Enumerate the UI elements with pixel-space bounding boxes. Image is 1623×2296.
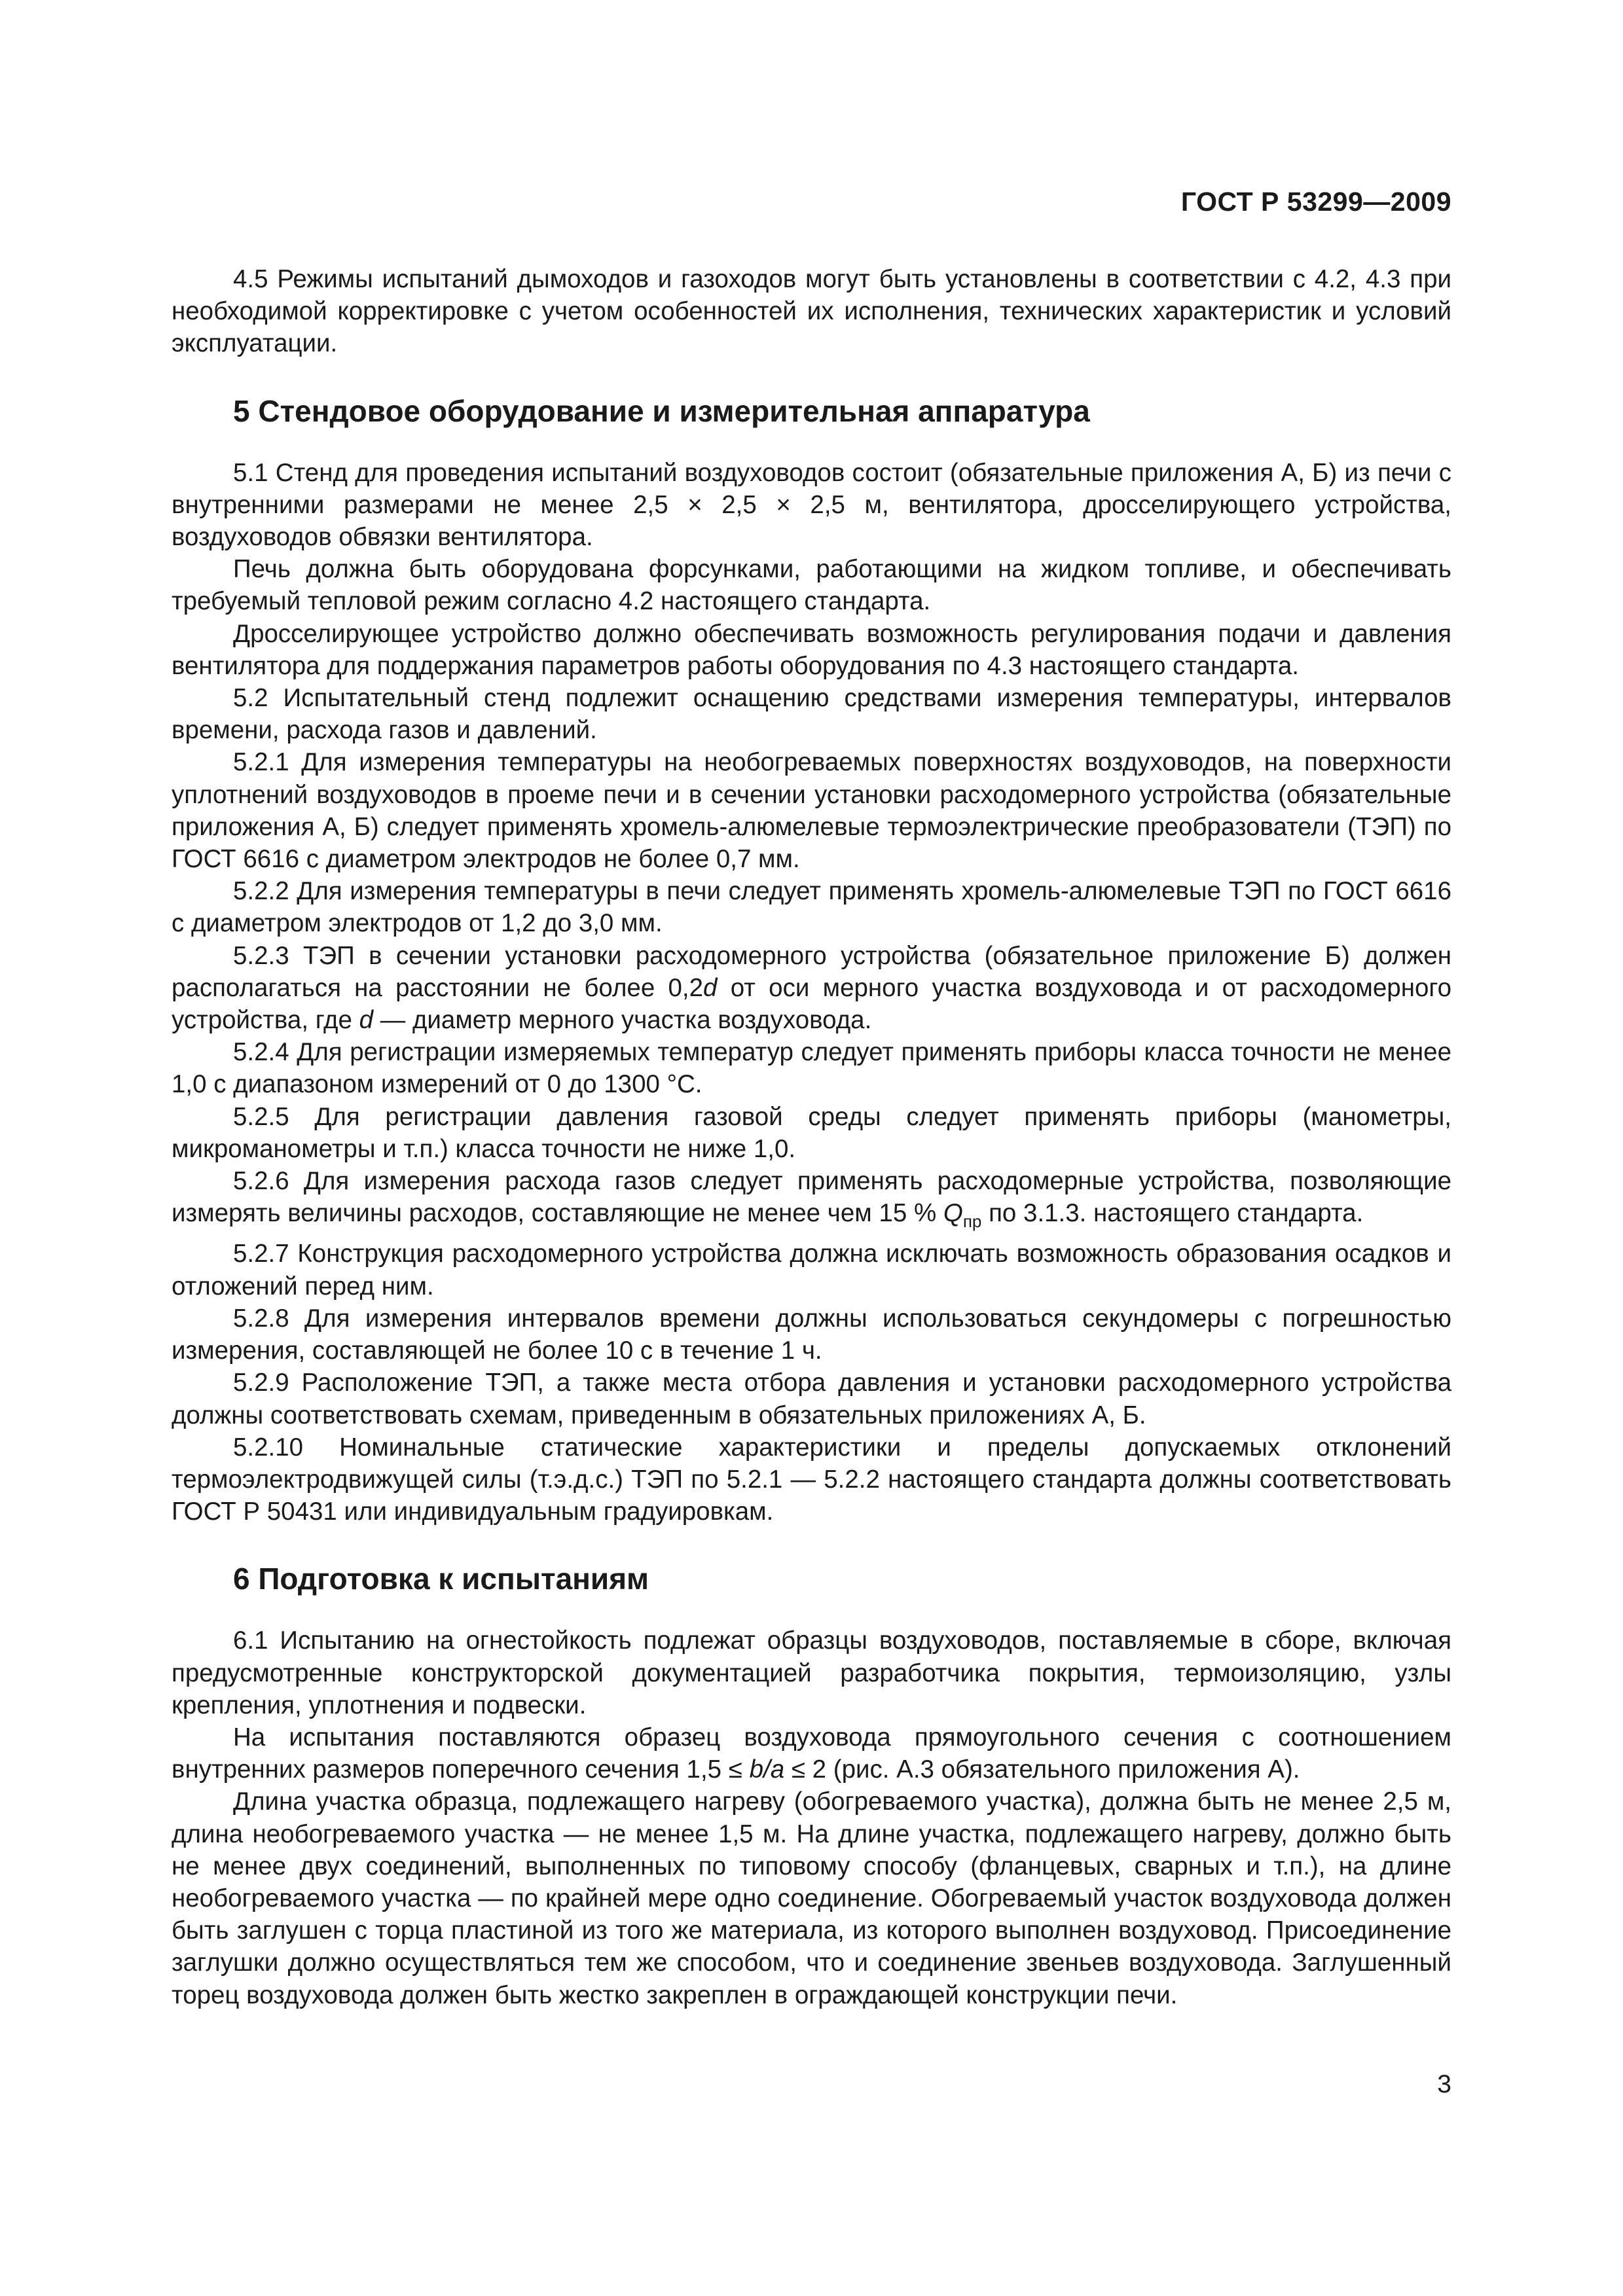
p526-var-q-subscript: пр [962, 1211, 982, 1232]
p523-var-d2: d [359, 1006, 374, 1035]
section-6-heading: 6 Подготовка к испытаниям [233, 1562, 649, 1596]
p526-text-b: по 3.1.3. настоящего стандарта. [981, 1199, 1364, 1228]
paragraph-5-2-5: 5.2.5 Для регистрации давления газовой среды следует применять приборы (манометры, микроманометры и т.п.) класса точности не ниже 1,0. [172, 1102, 1451, 1163]
paragraph-6-1-sample [172, 1721, 1451, 1785]
paragraph-5-2: 5.2 Испытательный стенд подлежит оснащению средствами измерения температуры, интервалов времени, расхода газов и давлений. [172, 684, 1451, 745]
paragraph-5-2-8: 5.2.8 Для измерения интервалов времени должны использоваться секундомеры с погрешностью измерения, составляющей не более 10 с в течение 1 ч. [172, 1304, 1451, 1365]
paragraph-5-2-1: 5.2.1 Для измерения температуры на необогреваемых поверхностях воздуховодов, на поверхности уплотнений воздуховодов в проеме печи и в сечении установки расходомерного устройства (обязательные приложения А, Б) следует применять хромель-алюмелевые термоэлектрические преобразователи (ТЭП) по ГОСТ 6616 с диаметром электродов не более 0,7 мм. [172, 748, 1451, 874]
paragraph-6-1: 6.1 Испытанию на огнестойкость подлежат образцы воздуховодов, поставляемые в сборе, включая предусмотренные конструкторской документацией разработчика покрытия, термоизоляцию, узлы крепления, уплотнения и подвески. [172, 1626, 1451, 1719]
document-code: ГОСТ Р 53299—2009 [1180, 187, 1451, 217]
p62-text-a: На испытания поставляются образец воздуховода прямоугольного сечения с соотношением внутренних размеров поперечного сечения 1,5 ≤ [172, 1723, 1451, 1784]
page-body [172, 263, 1451, 2011]
paragraph-6-1-length: Длина участка образца, подлежащего нагреву (обогреваемого участка), должна быть не менее 2,5 м, длина необогреваемого участка — не менее 1,5 м. На длине участка, подлежащего нагреву, должно быть не менее двух соединений, выполненных по типовому способу (фланцевых, сварных и т.п.), на длине необогреваемого участка — по крайней мере одно соединение. Обогреваемый участок воздуховода должен быть заглушен с торца пластиной из того же материала, из которого выполнен воздуховод. Присоединение заглушки должно осуществляться тем же способом, что и соединение звеньев воздуховода. Заглушенный торец воздуховода должен быть жестко закреплен в ограждающей конструкции печи. [172, 1787, 1451, 2009]
p523-text-c: — диаметр мерного участка воздуховода. [373, 1006, 872, 1035]
page-number: 3 [1437, 2070, 1451, 2098]
p62-ratio: b/a [749, 1755, 785, 1784]
paragraph-5-2-6 [172, 1165, 1451, 1238]
paragraph-5-1: 5.1 Стенд для проведения испытаний воздуховодов состоит (обязательные приложения А, Б) из печи с внутренними размерами не менее 2,5 × 2,5 × 2,5 м, вентилятора, дросселирующего устройства, воздуховодов обвязки вентилятора. [172, 458, 1451, 552]
paragraph-5-2-9: 5.2.9 Расположение ТЭП, а также места отбора давления и установки расходомерного устройства должны соответствовать схемам, приведенным в обязательных приложениях А, Б. [172, 1369, 1451, 1429]
paragraph-5-2-7: 5.2.7 Конструкция расходомерного устройства должна исключать возможность образования осадков и отложений перед ним. [172, 1240, 1451, 1300]
p523-var-d1: d [703, 973, 718, 1002]
paragraph-5-2-2: 5.2.2 Для измерения температуры в печи следует применять хромель-алюмелевые ТЭП по ГОСТ 6616 с диаметром электродов от 1,2 до 3,0 мм. [172, 877, 1451, 938]
p62-text-b: ≤ 2 (рис. А.3 обязательного приложения А). [784, 1755, 1300, 1784]
paragraph-5-2-3 [172, 940, 1451, 1037]
p523-text-a: 5.2.3 ТЭП в сечении установки расходомерного устройства (обязательное приложение Б) должен располагаться на расстоянии не более 0,2 [172, 941, 1451, 1002]
paragraph-5-1-throttle: Дросселирующее устройство должно обеспечивать возможность регулирования подачи и давления вентилятора для поддержания параметров работы оборудования по 4.3 настоящего стандарта. [172, 619, 1451, 680]
paragraph-4-5: 4.5 Режимы испытаний дымоходов и газоходов могут быть установлены в соответствии с 4.2, 4.3 при необходимой корректировке с учетом особенностей их исполнения, технических характеристик и условий эксплуатации. [172, 265, 1451, 358]
paragraph-5-1-furnace: Печь должна быть оборудована форсунками, работающими на жидком топливе, и обеспечивать требуемый тепловой режим согласно 4.2 настоящего стандарта. [172, 555, 1451, 616]
p523-text-b: от оси мерного участка воздуховода и от расходомерного устройства, где [172, 973, 1452, 1035]
p526-var-q: Q [943, 1199, 963, 1228]
paragraph-5-2-10: 5.2.10 Номинальные статические характеристики и пределы допускаемых отклонений термоэлектродвижущей силы (т.э.д.с.) ТЭП по 5.2.1 — 5.2.2 настоящего стандарта должны соответствовать ГОСТ Р 50431 или индивидуальным градуировкам. [172, 1433, 1451, 1526]
p526-text-a: 5.2.6 Для измерения расхода газов следует применять расходомерные устройства, позволяющие измерять величины расходов, составляющие не менее чем 15 % [172, 1167, 1451, 1228]
section-5-heading: 5 Стендовое оборудование и измерительная аппаратура [233, 393, 1090, 428]
paragraph-5-2-4: 5.2.4 Для регистрации измеряемых температур следует применять приборы класса точности не менее 1,0 с диапазоном измерений от 0 до 1300 °С. [172, 1038, 1451, 1099]
